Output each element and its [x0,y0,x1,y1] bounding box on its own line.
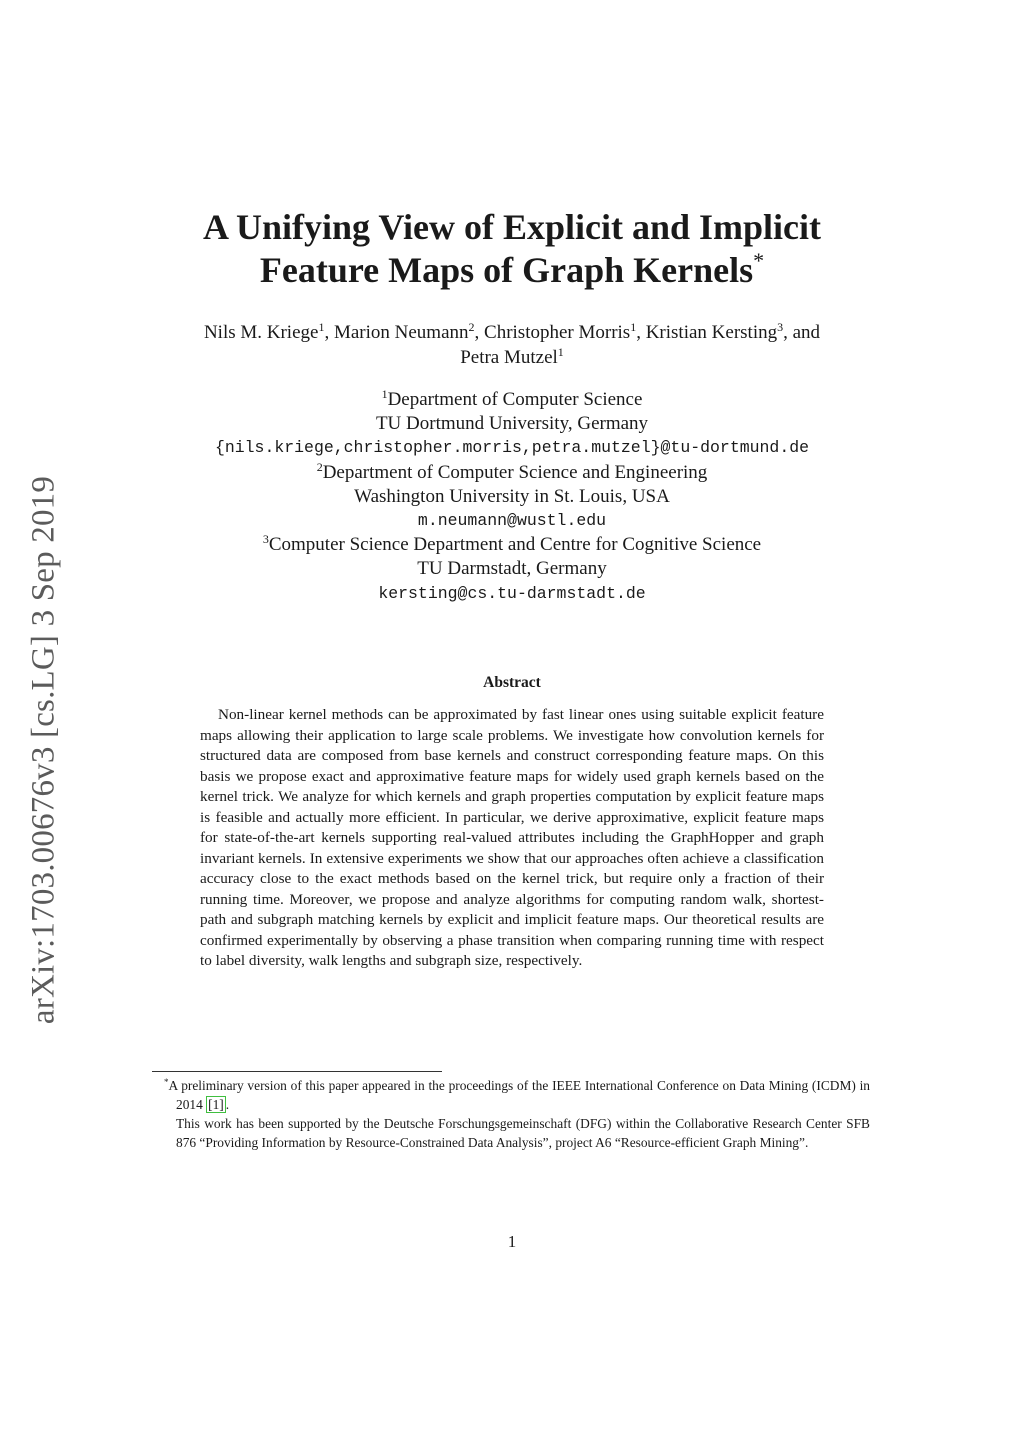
affiliation-number: 3 [262,532,269,547]
author-name: Kristian Kersting [645,322,778,343]
affiliations-block [140,388,884,606]
author-name: Christopher Morris [484,322,631,343]
author-affiliation-mark: 2 [468,320,475,334]
footnote-preliminary-version [152,1076,870,1114]
affiliation-number: 2 [316,459,323,474]
affiliation-department-text: Department of Computer Science and Engineering [322,461,708,483]
footnote-rule [152,1071,442,1072]
affiliation-department-text: Department of Computer Science [387,389,643,410]
affiliation-department [140,533,884,557]
affiliation-email[interactable]: kersting@cs.tu-darmstadt.de [378,583,646,603]
footnote-text: A preliminary version of this paper appeared in the proceedings of the IEEE International Conference on Data Mining (ICDM) in 2014 [168,1078,870,1112]
title-line-1: A Unifying View of Explicit and Implicit [202,207,822,247]
page-number: 1 [507,1232,517,1251]
citation-link[interactable]: [1] [208,1097,224,1112]
affiliation-department [140,461,884,485]
affiliation-department [140,388,884,412]
author-separator: , and [783,322,821,343]
footnote-funding: This work has been supported by the Deutsche Forschungsgemeinschaft (DFG) within the Collaborative Research Center SFB 876 “Providing Information by Resource-Constrained Data Analysis”, project A6 “Resource-efficient Graph Mining”. [176,1116,870,1150]
affiliation-institution: TU Dortmund University, Germany [375,413,649,435]
footnote-mark: * [164,1077,169,1087]
author-affiliation-mark: 1 [318,320,325,334]
affiliation-institution: Washington University in St. Louis, USA [354,485,670,507]
affiliation-department-text: Computer Science Department and Centre for Cognitive Science [268,534,762,556]
title-footnote-mark: * [753,248,765,273]
author-separator: , [474,322,485,343]
footnotes [152,1076,870,1152]
affiliation-email[interactable]: m.neumann@wustl.edu [417,511,607,531]
author-name: Petra Mutzel [460,347,558,368]
author-affiliation-mark: 1 [630,320,637,334]
author-affiliation-mark: 3 [777,320,784,334]
arxiv-identifier-stamp: arXiv:1703.00676v3 [cs.LG] 3 Sep 2019 [25,475,62,1025]
paper-title [140,206,884,292]
author-name: Marion Neumann [333,322,469,343]
footnote-text-end: . [225,1097,230,1112]
abstract-heading: Abstract [483,674,541,691]
affiliation-number: 1 [381,387,388,401]
abstract-body: Non-linear kernel methods can be approximated by fast linear ones using suitable explicit feature maps allowing their application to large scale problems. We investigate how convolution kernels for structured data are composed from base kernels and construct corresponding feature maps. On this basis we propose exact and approximative feature maps for widely used graph kernels based on the kernel trick. We analyze for which kernels and graph properties computation by explicit feature maps is feasible and actually more efficient. In particular, we derive approximative, explicit feature maps for state-of-the-art kernels supporting real-valued attributes including the GraphHopper and graph invariant kernels. In extensive experiments we show that our approaches often achieve a classification accuracy close to the exact methods based on the kernel trick, but require only a fraction of their running time. Moreover, we propose and analyze algorithms for computing random walk, shortest-path and subgraph matching kernels by explicit and implicit feature maps. Our theoretical results are confirmed experimentally by observing a phase transition when comparing running time with respect to label diversity, walk lengths and subgraph size, respectively. [200,706,824,969]
author-name: Nils M. Kriege [203,322,319,343]
author-affiliation-mark: 1 [557,345,564,359]
author-list [140,320,884,370]
author-separator: , [324,322,334,343]
author-separator: , [636,322,646,343]
affiliation-institution: TU Darmstadt, Germany [417,558,607,580]
affiliation-email[interactable]: {nils.kriege,christopher.morris,petra.mutzel}@tu-dortmund.de [214,438,810,458]
title-line-2: Feature Maps of Graph Kernels [259,250,754,290]
